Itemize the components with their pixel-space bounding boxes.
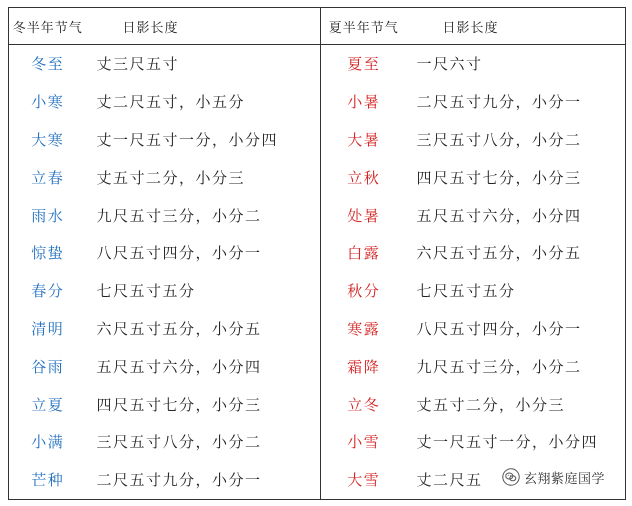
watermark-text: 玄翔紫庭国学 [524, 471, 606, 487]
table-row [9, 234, 626, 272]
summer-term-cell: 立冬 [347, 395, 381, 414]
winter-term-cell: 大寒 [31, 130, 65, 149]
winter-shadow-cell: 丈二尺五寸，小五分 [87, 83, 321, 121]
winter-term-cell: 雨水 [31, 206, 65, 225]
winter-term-cell: 谷雨 [31, 357, 65, 376]
summer-shadow-cell: 四尺五寸七分，小分三 [416, 168, 582, 187]
table-row [9, 385, 626, 423]
winter-term-cell: 冬至 [31, 55, 65, 74]
winter-shadow-cell: 二尺五寸九分，小分一 [87, 461, 321, 499]
summer-term-cell: 处暑 [347, 206, 381, 225]
summer-shadow-cell: 八尺五寸四分，小分一 [416, 319, 582, 338]
summer-term-cell: 白露 [347, 244, 381, 263]
table-header-row [9, 8, 626, 45]
winter-shadow-cell: 三尺五寸八分，小分二 [87, 423, 321, 461]
table-row [9, 121, 626, 159]
summer-term-cell: 霜降 [347, 357, 381, 376]
winter-term-cell: 立春 [31, 168, 65, 187]
table-row [9, 45, 626, 83]
table-row [9, 158, 626, 196]
table-row [9, 347, 626, 385]
summer-shadow-cell: 二尺五寸九分，小分一 [416, 93, 582, 112]
header-summer-term: 夏半年节气 [321, 8, 407, 45]
wechat-icon [502, 468, 520, 486]
winter-shadow-cell: 九尺五寸三分，小分二 [87, 196, 321, 234]
winter-shadow-cell: 丈五寸二分，小分三 [87, 158, 321, 196]
summer-term-cell: 大雪 [347, 471, 381, 490]
winter-term-cell: 惊蛰 [31, 244, 65, 263]
winter-shadow-cell: 丈一尺五寸一分，小分四 [87, 121, 321, 159]
summer-shadow-cell: 七尺五寸五分 [416, 282, 516, 301]
winter-term-cell: 芒种 [31, 471, 65, 490]
summer-term-cell: 寒露 [347, 319, 381, 338]
table-row [9, 310, 626, 348]
summer-shadow-cell: 六尺五寸五分，小分五 [416, 244, 582, 263]
header-winter-shadow: 日影长度 [87, 8, 321, 45]
winter-term-cell: 小寒 [31, 93, 65, 112]
header-winter-term: 冬半年节气 [9, 8, 87, 45]
summer-shadow-cell: 九尺五寸三分，小分二 [416, 357, 582, 376]
winter-shadow-cell: 八尺五寸四分，小分一 [87, 234, 321, 272]
summer-term-cell: 夏至 [347, 55, 381, 74]
summer-term-cell: 秋分 [347, 282, 381, 301]
winter-shadow-cell: 五尺五寸六分，小分四 [87, 347, 321, 385]
table-body [9, 45, 626, 500]
table-row [9, 196, 626, 234]
winter-term-cell: 小满 [31, 433, 65, 452]
summer-term-cell: 小雪 [347, 433, 381, 452]
summer-term-cell: 立秋 [347, 168, 381, 187]
summer-term-cell: 大暑 [347, 130, 381, 149]
winter-shadow-cell: 七尺五寸五分 [87, 272, 321, 310]
summer-shadow-cell: 五尺五寸六分，小分四 [416, 206, 582, 225]
winter-shadow-cell: 六尺五寸五分，小分五 [87, 310, 321, 348]
watermark [500, 466, 609, 488]
table-row [9, 423, 626, 461]
solar-term-shadow-table [8, 7, 626, 500]
table-row [9, 272, 626, 310]
winter-term-cell: 立夏 [31, 395, 65, 414]
summer-shadow-cell: 丈五寸二分，小分三 [416, 395, 566, 414]
winter-term-cell: 春分 [31, 282, 65, 301]
summer-shadow-cell: 丈二尺五 [416, 471, 483, 490]
summer-shadow-cell: 一尺六寸 [416, 55, 483, 74]
table-row [9, 83, 626, 121]
summer-term-cell: 小暑 [347, 93, 381, 112]
summer-shadow-cell: 丈一尺五寸一分，小分四 [416, 433, 599, 452]
header-summer-shadow: 日影长度 [407, 8, 626, 45]
winter-term-cell: 清明 [31, 319, 65, 338]
winter-shadow-cell: 四尺五寸七分，小分三 [87, 385, 321, 423]
winter-shadow-cell: 丈三尺五寸 [87, 45, 321, 83]
summer-shadow-cell: 三尺五寸八分，小分二 [416, 130, 582, 149]
